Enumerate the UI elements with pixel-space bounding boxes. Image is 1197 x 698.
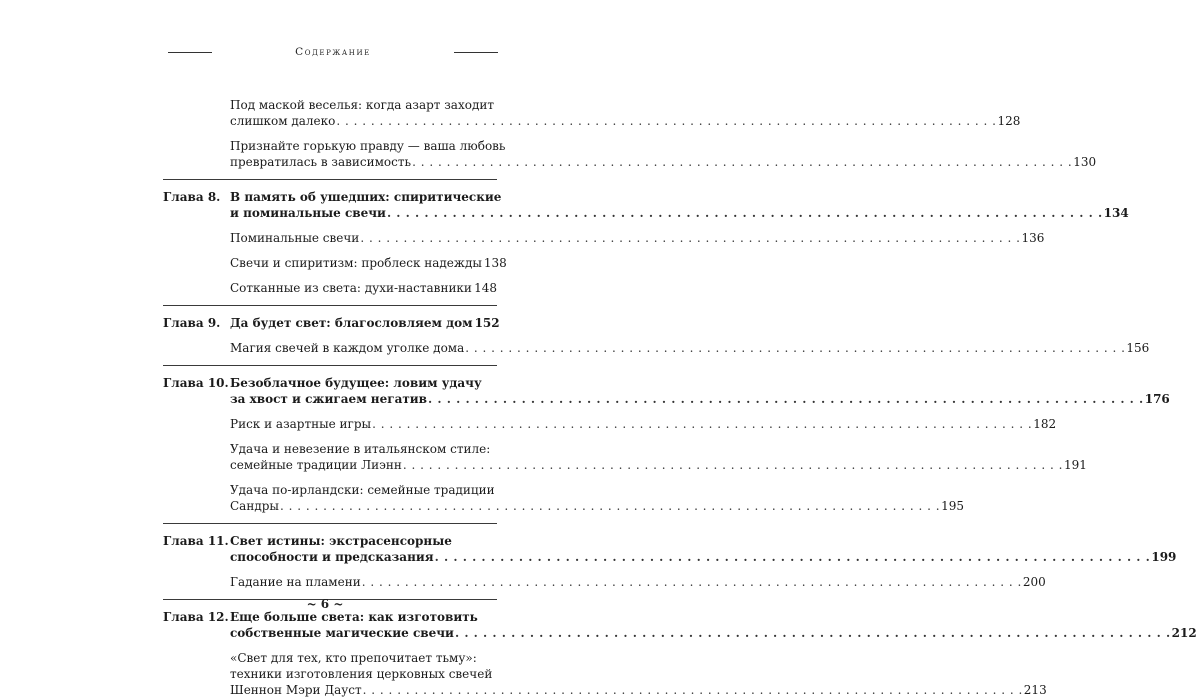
dot-leader bbox=[362, 574, 1022, 590]
entry-title-line: Поминальные свечи bbox=[230, 230, 359, 246]
page-ref: 136 bbox=[1021, 230, 1044, 246]
page-ref: 130 bbox=[1073, 154, 1096, 170]
toc-chapter-entry bbox=[163, 533, 497, 565]
entry-title-line: Удача по-ирландски: семейные традиции bbox=[230, 482, 497, 498]
header-title: Содержание bbox=[295, 46, 371, 58]
page-header bbox=[168, 46, 498, 58]
toc-chapter-entry bbox=[163, 315, 497, 331]
page-ref: 128 bbox=[998, 113, 1021, 129]
entry-title-line: техники изготовления церковных свечей bbox=[230, 666, 497, 682]
entry-title-line: Удача и невезение в итальянском стиле: bbox=[230, 441, 497, 457]
entry-title-line: Шеннон Мэри Дауст bbox=[230, 682, 362, 698]
toc-section-entry bbox=[163, 230, 497, 246]
chapter-label: Глава 11. bbox=[163, 533, 229, 549]
toc-section-entry bbox=[163, 280, 497, 296]
chapter-divider bbox=[163, 365, 497, 366]
dot-leader bbox=[363, 682, 1023, 698]
toc-section-entry bbox=[163, 138, 497, 170]
page-ref: 134 bbox=[1104, 205, 1129, 221]
page-ref: 200 bbox=[1023, 574, 1046, 590]
entry-title-line: Безоблачное будущее: ловим удачу bbox=[230, 375, 497, 391]
page-ref: 152 bbox=[475, 315, 500, 331]
toc-section-entry bbox=[163, 441, 497, 473]
entry-title-line: Признайте горькую правду — ваша любовь bbox=[230, 138, 497, 154]
dot-leader bbox=[465, 340, 1125, 356]
page-ref: 199 bbox=[1151, 549, 1176, 565]
entry-title-line: Гадание на пламени bbox=[230, 574, 361, 590]
entry-title-line: и поминальные свечи bbox=[230, 205, 386, 221]
entry-title-line: Свечи и спиритизм: проблеск надежды bbox=[230, 255, 482, 271]
toc-section-entry bbox=[163, 574, 497, 590]
toc-section-entry bbox=[163, 97, 497, 129]
chapter-divider bbox=[163, 179, 497, 180]
page-ref: 138 bbox=[484, 255, 507, 271]
dot-leader bbox=[372, 416, 1032, 432]
chapter-label: Глава 10. bbox=[163, 375, 229, 391]
chapter-divider bbox=[163, 305, 497, 306]
entry-title-line: Под маской веселья: когда азарт заходит bbox=[230, 97, 497, 113]
toc-chapter-entry bbox=[163, 189, 497, 221]
dot-leader bbox=[435, 549, 1151, 565]
dot-leader bbox=[455, 625, 1171, 641]
entry-title-line: Да будет свет: благословляем дом bbox=[230, 315, 473, 331]
chapter-label: Глава 12. bbox=[163, 609, 229, 625]
entry-title-line: превратилась в зависимость bbox=[230, 154, 411, 170]
page-ref: 195 bbox=[941, 498, 964, 514]
page-ref: 182 bbox=[1033, 416, 1056, 432]
entry-title-line: «Свет для тех, кто препочитает тьму»: bbox=[230, 650, 497, 666]
toc-section-entry bbox=[163, 482, 497, 514]
chapter-divider bbox=[163, 523, 497, 524]
page-ref: 148 bbox=[474, 280, 497, 296]
entry-title-line: Свет истины: экстрасенсорные bbox=[230, 533, 497, 549]
entry-title-line: слишком далеко bbox=[230, 113, 335, 129]
entry-title-line: собственные магические свечи bbox=[230, 625, 454, 641]
chapter-label: Глава 8. bbox=[163, 189, 220, 205]
toc-section-entry bbox=[163, 416, 497, 432]
entry-title-line: Сотканные из света: духи-наставники bbox=[230, 280, 472, 296]
dot-leader bbox=[360, 230, 1020, 246]
toc-section-entry bbox=[163, 255, 497, 271]
toc-chapter-entry bbox=[163, 375, 497, 407]
dot-leader bbox=[280, 498, 940, 514]
dot-leader bbox=[403, 457, 1063, 473]
chapter-label: Глава 9. bbox=[163, 315, 220, 331]
entry-title-line: Сандры bbox=[230, 498, 279, 514]
entry-title-line: В память об ушедших: спиритические bbox=[230, 189, 497, 205]
page-ref: 213 bbox=[1024, 682, 1047, 698]
entry-title-line: за хвост и сжигаем негатив bbox=[230, 391, 427, 407]
entry-title-line: Магия свечей в каждом уголке дома bbox=[230, 340, 464, 356]
dot-leader bbox=[336, 113, 996, 129]
page-ref: 191 bbox=[1064, 457, 1087, 473]
page-ref: 212 bbox=[1172, 625, 1197, 641]
toc-section-entry bbox=[163, 650, 497, 698]
page-ref: 156 bbox=[1126, 340, 1149, 356]
header-rule-right bbox=[454, 52, 498, 53]
dot-leader bbox=[387, 205, 1103, 221]
dot-leader bbox=[428, 391, 1144, 407]
entry-title-line: способности и предсказания bbox=[230, 549, 434, 565]
page-number: ~ 6 ~ bbox=[0, 597, 650, 611]
dot-leader bbox=[412, 154, 1072, 170]
toc-chapter-entry bbox=[163, 609, 497, 641]
page-ref: 176 bbox=[1145, 391, 1170, 407]
toc-section-entry bbox=[163, 340, 497, 356]
header-rule-left bbox=[168, 52, 212, 53]
entry-title-line: Риск и азартные игры bbox=[230, 416, 371, 432]
entry-title-line: семейные традиции Лиэнн bbox=[230, 457, 402, 473]
entry-title-line: Еще больше света: как изготовить bbox=[230, 609, 497, 625]
